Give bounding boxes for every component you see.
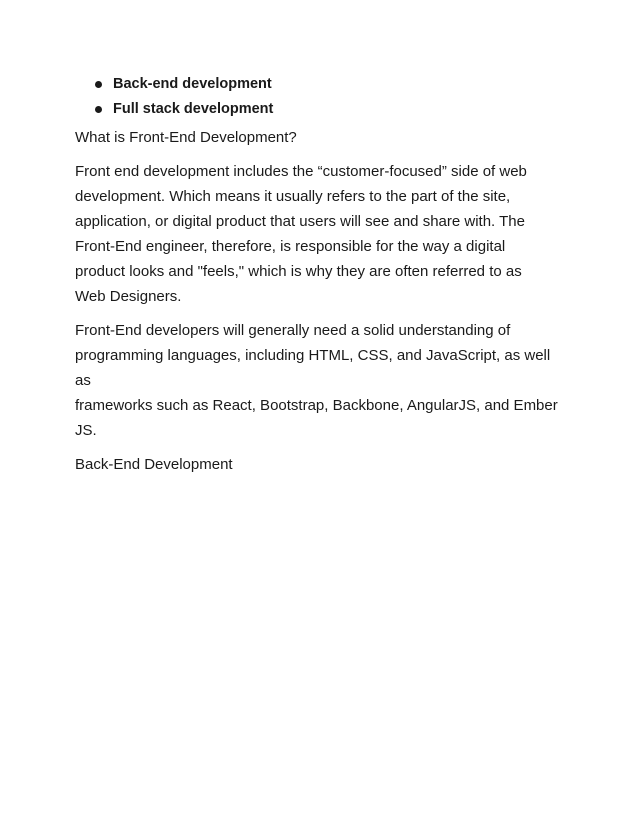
document-body	[75, 72, 565, 486]
list-item	[75, 72, 565, 97]
list-item-text: Back-end development	[113, 76, 272, 92]
bullet-icon	[95, 81, 102, 88]
heading-frontend: What is Front-End Development?	[75, 129, 297, 146]
bullet-list	[75, 72, 565, 122]
heading-backend: Back-End Development	[75, 456, 233, 473]
bullet-icon	[95, 106, 102, 113]
list-item-text: Full stack development	[113, 101, 274, 117]
paragraph-frontend-skills: Front-End developers will generally need a solid understanding of programming languages, including HTML, CSS, and JavaScript, as well as frameworks such as React, Bootstrap, Backbone, AngularJS, and Ember JS.	[75, 322, 558, 439]
paragraph-frontend-definition: Front end development includes the “customer-focused” side of web development. Which means it usually refers to the part of the site, application, or digital product that users will see and share with. The Front-End engineer, therefore, is responsible for the way a digital product looks and "feels," which is why they are often referred to as Web Designers.	[75, 163, 527, 305]
list-item	[75, 97, 565, 122]
